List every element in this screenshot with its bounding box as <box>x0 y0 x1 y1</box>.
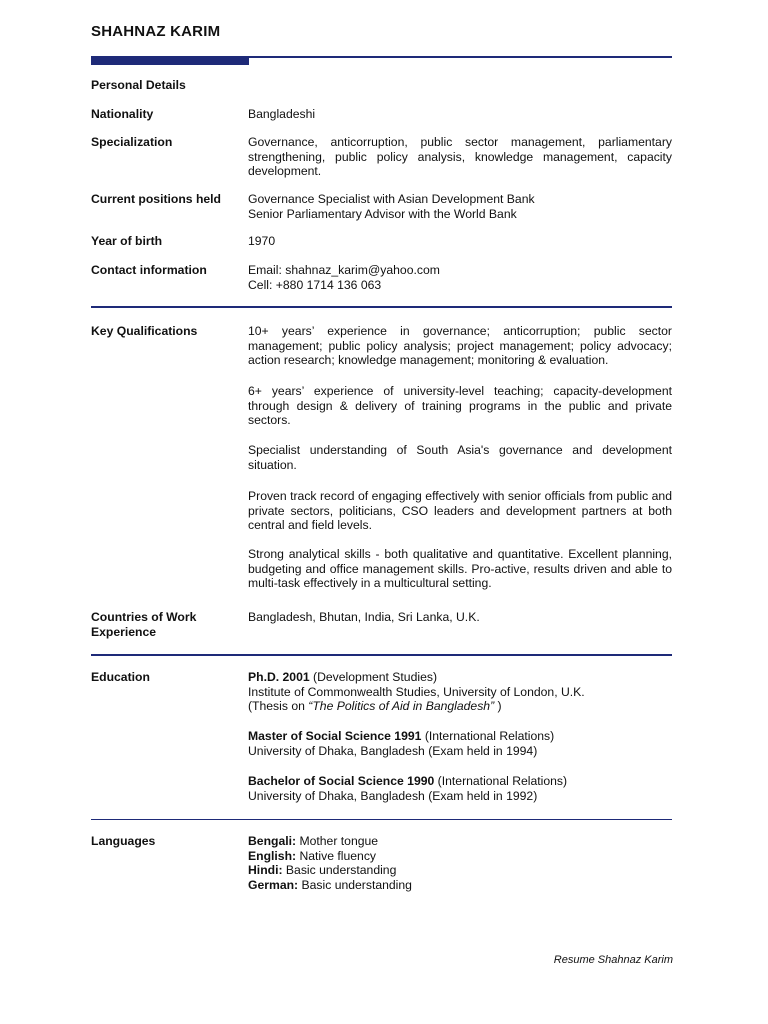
value-languages <box>248 834 672 892</box>
label-countries <box>91 610 241 639</box>
language-item <box>248 863 672 878</box>
section-title-personal: Personal Details <box>91 78 186 92</box>
qualification-text: 10+ years’ experience in governance; anticorruption; public sector management; public policy analysis; project management; policy advocacy; action research; knowledge management; monitoring & evaluation. <box>248 324 672 367</box>
value-positions <box>248 192 672 221</box>
label-contact: Contact information <box>91 263 207 277</box>
language-name: English: <box>248 848 297 863</box>
language-name: Bengali: <box>248 834 297 848</box>
header-accent-bar <box>91 58 249 65</box>
value-education-phd <box>248 670 672 714</box>
degree-institution: University of Dhaka, Bangladesh (Exam held in 1992) <box>248 788 538 803</box>
language-name: Hindi: <box>248 863 283 877</box>
value-education-mss <box>248 729 672 758</box>
label-countries-line: Countries of Work <box>91 610 197 624</box>
qualification-text: 6+ years’ experience of university-level teaching; capacity-development through design & delivery of training programs in the public and private sectors. <box>248 384 672 427</box>
language-item <box>248 878 672 893</box>
value-education-bss <box>248 774 672 803</box>
label-nationality: Nationality <box>91 107 154 121</box>
thesis-title: “The Politics of Aid in Bangladesh” <box>308 699 495 713</box>
section-rule <box>91 306 672 308</box>
label-positions: Current positions held <box>91 192 222 206</box>
label-birth: Year of birth <box>91 234 163 248</box>
label-countries-line: Experience <box>91 624 157 639</box>
thesis-prefix: (Thesis on <box>248 699 309 713</box>
value-birth: 1970 <box>248 234 276 248</box>
degree-phd: Ph.D. 2001 <box>248 670 310 684</box>
label-qualifications: Key Qualifications <box>91 324 198 338</box>
degree-institution: Institute of Commonwealth Studies, University of London, U.K. <box>248 684 585 699</box>
section-rule <box>91 654 672 656</box>
value-nationality: Bangladeshi <box>248 107 316 121</box>
degree-institution: University of Dhaka, Bangladesh (Exam held in 1994) <box>248 743 538 758</box>
degree-mss: Master of Social Science 1991 <box>248 729 422 743</box>
resume-name: SHAHNAZ KARIM <box>91 23 221 40</box>
language-name: German: <box>248 877 299 892</box>
thesis-suffix: ) <box>494 699 502 713</box>
value-specialization: Governance, anticorruption, public sector management, parliamentary strengthening, public policy analysis, knowledge management, capacity development. <box>248 135 672 178</box>
language-level: Basic understanding <box>282 863 397 877</box>
language-level: Mother tongue <box>296 834 379 848</box>
degree-field: (Development Studies) <box>309 670 438 684</box>
contact-email: Email: shahnaz_karim@yahoo.com <box>248 263 440 277</box>
language-level: Basic understanding <box>298 877 412 892</box>
language-item <box>248 849 672 864</box>
label-specialization: Specialization <box>91 135 173 149</box>
language-level: Native fluency <box>296 848 377 863</box>
qualification-text: Proven track record of engaging effectively with senior officials from public and private sectors, politicians, CSO leaders and development partners at both central and field levels. <box>248 489 672 532</box>
section-rule <box>91 819 672 820</box>
position-item: Governance Specialist with Asian Development Bank <box>248 192 535 206</box>
value-countries: Bangladesh, Bhutan, India, Sri Lanka, U.K. <box>248 610 480 624</box>
degree-bss: Bachelor of Social Science 1990 <box>248 774 435 788</box>
qualification-text: Specialist understanding of South Asia's governance and development situation. <box>248 443 672 472</box>
label-education: Education <box>91 670 150 684</box>
degree-field: (International Relations) <box>421 729 555 743</box>
language-item <box>248 834 672 849</box>
qualification-text: Strong analytical skills - both qualitative and quantitative. Excellent planning, budgeting and office management skills. Pro-active, results driven and able to multi-task effectively in a multicultural setting. <box>248 547 672 590</box>
degree-field: (International Relations) <box>434 774 568 788</box>
position-item: Senior Parliamentary Advisor with the World Bank <box>248 206 517 221</box>
contact-cell: Cell: +880 1714 136 063 <box>248 277 382 292</box>
value-contact <box>248 263 672 292</box>
label-languages: Languages <box>91 834 156 848</box>
page-footer: Resume Shahnaz Karim <box>553 954 673 966</box>
